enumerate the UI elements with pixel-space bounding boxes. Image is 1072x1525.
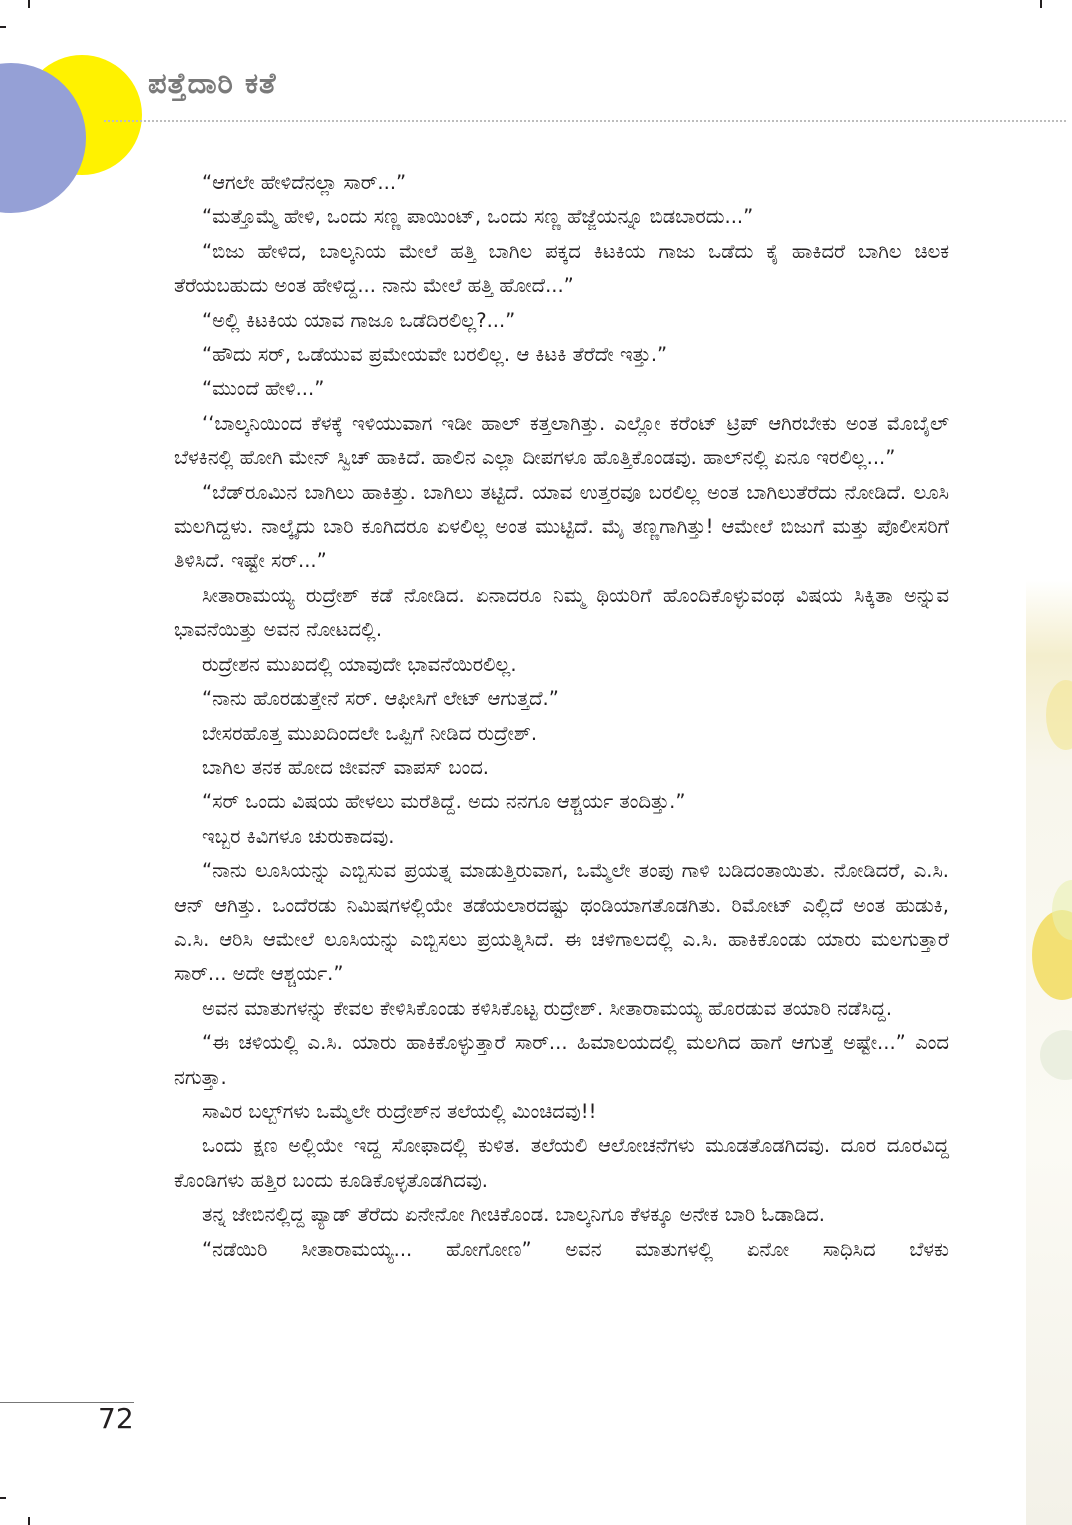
decorative-flower-art bbox=[1026, 580, 1072, 1525]
paragraph: “ಈ ಚಳಿಯಲ್ಲಿ ಎ.ಸಿ. ಯಾರು ಹಾಕಿಕೊಳ್ಳುತ್ತಾರೆ ಸಾರ್... ಹಿಮಾಲಯದಲ್ಲಿ ಮಲಗಿದ ಹಾಗೆ ಆಗುತ್ತೆ ಅಷ್ಟೇ...” ಎಂದ ನಗುತ್ತಾ. bbox=[174, 1031, 949, 1089]
crop-mark bbox=[1040, 0, 1042, 8]
paragraph: ಒಂದು ಕ್ಷಣ ಅಲ್ಲಿಯೇ ಇದ್ದ ಸೋಫಾದಲ್ಲಿ ಕುಳಿತ. ತಲೆಯಲಿ ಆಲೋಚನೆಗಳು ಮೂಡತೊಡಗಿದವು. ದೂರ ದೂರವಿದ್ದ ಕೊಂಡಿಗಳು ಹತ್ತಿರ ಬಂದು ಕೂಡಿಕೊಳ್ಳತೊಡಗಿದವು. bbox=[174, 1134, 949, 1192]
paragraph: “ಬಿಜು ಹೇಳಿದ, ಬಾಲ್ಕನಿಯ ಮೇಲೆ ಹತ್ತಿ ಬಾಗಿಲ ಪಕ್ಕದ ಕಿಟಕಿಯ ಗಾಜು ಒಡೆದು ಕೈ ಹಾಕಿದರೆ ಬಾಗಿಲ ಚಿಲಕ ತೆರೆಯಬಹುದು ಅಂತ ಹೇಳಿದ್ದ... ನಾನು ಮೇಲೆ ಹತ್ತಿ ಹೋದೆ...” bbox=[174, 239, 949, 298]
paragraph: ಬೇಸರಹೊತ್ತ ಮುಖದಿಂದಲೇ ಒಪ್ಪಿಗೆ ನೀಡಿದ ರುದ್ರೇಶ್. bbox=[202, 721, 538, 745]
header-divider bbox=[104, 120, 1066, 122]
page-number: 72 bbox=[98, 1402, 134, 1435]
paragraph: ಅವನ ಮಾತುಗಳನ್ನು ಕೇವಲ ಕೇಳಿಸಿಕೊಂಡು ಕಳಿಸಿಕೊಟ್ಟ ರುದ್ರೇಶ್. ಸೀತಾರಾಮಯ್ಯ ಹೊರಡುವ ತಯಾರಿ ನಡೆಸಿದ್ದ. bbox=[202, 996, 893, 1020]
paragraph: “ಆಗಲೇ ಹೇಳಿದೆನಲ್ಲಾ ಸಾರ್...” bbox=[202, 171, 407, 194]
paragraph: “ನಾನು ಹೊರಡುತ್ತೇನೆ ಸರ್. ಆಫೀಸಿಗೆ ಲೇಟ್ ಆಗುತ್ತದೆ.” bbox=[202, 687, 559, 711]
paragraph: “ಅಲ್ಲಿ ಕಿಟಕಿಯ ಯಾವ ಗಾಜೂ ಒಡೆದಿರಲಿಲ್ಲ?...” bbox=[202, 308, 516, 332]
paragraph: “ನಾನು ಲೂಸಿಯನ್ನು ಎಬ್ಬಿಸುವ ಪ್ರಯತ್ನ ಮಾಡುತ್ತಿರುವಾಗ, ಒಮ್ಮೆಲೇ ತಂಪು ಗಾಳಿ ಬಡಿದಂತಾಯಿತು. ನೋಡಿದರೆ, ಎ.ಸಿ. ಆನ್ ಆಗಿತ್ತು. ಒಂದೆರಡು ನಿಮಿಷಗಳಲ್ಲಿಯೇ ತಡೆಯಲಾರದಷ್ಟು ಥಂಡಿಯಾಗತೊಡಗಿತು. ರಿಮೋಟ್ ಎಲ್ಲಿದೆ ಅಂತ ಹುಡುಕಿ, ಎ.ಸಿ. ಆರಿಸಿ ಆಮೇಲೆ ಲೂಸಿಯನ್ನು ಎಬ್ಬಿಸಲು ಪ್ರಯತ್ನಿಸಿದೆ. ಈ ಚಳಿಗಾಲದಲ್ಲಿ ಎ.ಸಿ. ಹಾಕಿಕೊಂಡು ಯಾರು ಮಲಗುತ್ತಾರೆ ಸಾರ್... ಅದೇ ಆಶ್ಚರ್ಯ.” bbox=[174, 859, 949, 986]
section-title: ಪತ್ತೆದಾರಿ ಕತೆ bbox=[148, 66, 277, 100]
paragraph: ಸಾವಿರ ಬಲ್ಬ್‌ಗಳು ಒಮ್ಮೆಲೇ ರುದ್ರೇಶ್‌ನ ತಲೆಯಲ್ಲಿ ಮಿಂಚಿದವು!! bbox=[202, 1099, 597, 1123]
crop-mark bbox=[0, 26, 6, 28]
paragraph: ‘‘ಬಾಲ್ಕನಿಯಿಂದ ಕೆಳಕ್ಕೆ ಇಳಿಯುವಾಗ ಇಡೀ ಹಾಲ್ ಕತ್ತಲಾಗಿತ್ತು. ಎಲ್ಲೋ ಕರೆಂಟ್ ಟ್ರಿಪ್ ಆಗಿರಬೇಕು ಅಂತ ಮೊಬೈಲ್ ಬೆಳಕಿನಲ್ಲಿ ಹೋಗಿ ಮೇನ್ ಸ್ವಿಚ್ ಹಾಕಿದೆ. ಹಾಲಿನ ಎಲ್ಲಾ ದೀಪಗಳೂ ಹೊತ್ತಿಕೊಂಡವು. ಹಾಲ್‌ನಲ್ಲಿ ಏನೂ ಇರಲಿಲ್ಲ...” bbox=[174, 411, 949, 470]
story-body bbox=[174, 166, 949, 1267]
paragraph: “ನಡೆಯಿರಿ ಸೀತಾರಾಮಯ್ಯ... ಹೋಗೋಣ” ಅವನ ಮಾತುಗಳಲ್ಲಿ ಏನೋ ಸಾಧಿಸಿದ ಬೆಳಕು bbox=[202, 1237, 949, 1261]
paragraph: “ಮುಂದೆ ಹೇಳಿ...” bbox=[202, 377, 325, 401]
paragraph: ಬಾಗಿಲ ತನಕ ಹೋದ ಜೀವನ್ ವಾಪಸ್ ಬಂದ. bbox=[202, 755, 490, 779]
paragraph: “ಸರ್ ಒಂದು ವಿಷಯ ಹೇಳಲು ಮರೆತಿದ್ದೆ. ಅದು ನನಗೂ ಆಶ್ಚರ್ಯ ತಂದಿತ್ತು.” bbox=[202, 790, 686, 814]
paragraph: ಸೀತಾರಾಮಯ್ಯ ರುದ್ರೇಶ್ ಕಡೆ ನೋಡಿದ. ಏನಾದರೂ ನಿಮ್ಮ ಥಿಯರಿಗೆ ಹೊಂದಿಕೊಳ್ಳುವಂಥ ವಿಷಯ ಸಿಕ್ಕಿತಾ ಅನ್ನುವ ಭಾವನೆಯಿತ್ತು ಅವನ ನೋಟದಲ್ಲಿ. bbox=[174, 583, 949, 642]
paragraph: “ಮತ್ತೊಮ್ಮೆ ಹೇಳಿ, ಒಂದು ಸಣ್ಣ ಪಾಯಿಂಟ್, ಒಂದು ಸಣ್ಣ ಹೆಜ್ಜೆಯನ್ನೂ ಬಿಡಬಾರದು...” bbox=[202, 205, 754, 229]
paragraph: ಇಬ್ಬರ ಕಿವಿಗಳೂ ಚುರುಕಾದವು. bbox=[202, 824, 395, 848]
paragraph: ತನ್ನ ಜೇಬಿನಲ್ಲಿದ್ದ ಪ್ಯಾಡ್ ತೆರೆದು ಏನೇನೋ ಗೀಚಿಕೊಂಡ. ಬಾಲ್ಕನಿಗೂ ಕೆಳಕ್ಕೂ ಅನೇಕ ಬಾರಿ ಓಡಾಡಿದ. bbox=[202, 1203, 825, 1227]
crop-mark bbox=[0, 1497, 6, 1499]
paragraph: ರುದ್ರೇಶನ ಮುಖದಲ್ಲಿ ಯಾವುದೇ ಭಾವನೆಯಿರಲಿಲ್ಲ. bbox=[202, 652, 517, 676]
paragraph: “ಹೌದು ಸರ್, ಒಡೆಯುವ ಪ್ರಮೇಯವೇ ಬರಲಿಲ್ಲ. ಆ ಕಿಟಕಿ ತೆರೆದೇ ಇತ್ತು.” bbox=[202, 343, 668, 367]
paragraph: “ಬೆಡ್‌ರೂಮಿನ ಬಾಗಿಲು ಹಾಕಿತ್ತು. ಬಾಗಿಲು ತಟ್ಟಿದೆ. ಯಾವ ಉತ್ತರವೂ ಬರಲಿಲ್ಲ ಅಂತ ಬಾಗಿಲುತೆರೆದು ನೋಡಿದೆ. ಲೂಸಿ ಮಲಗಿದ್ದಳು. ನಾಲ್ಕೈದು ಬಾರಿ ಕೂಗಿದರೂ ಏಳಲಿಲ್ಲ ಅಂತ ಮುಟ್ಟಿದೆ. ಮೈ ತಣ್ಣಗಾಗಿತ್ತು! ಆಮೇಲೆ ಬಿಜುಗೆ ಮತ್ತು ಪೊಲೀಸರಿಗೆ ತಿಳಿಸಿದೆ. ಇಷ್ಟೇ ಸರ್...” bbox=[174, 480, 949, 573]
crop-mark bbox=[28, 0, 30, 8]
crop-mark bbox=[28, 1517, 30, 1525]
